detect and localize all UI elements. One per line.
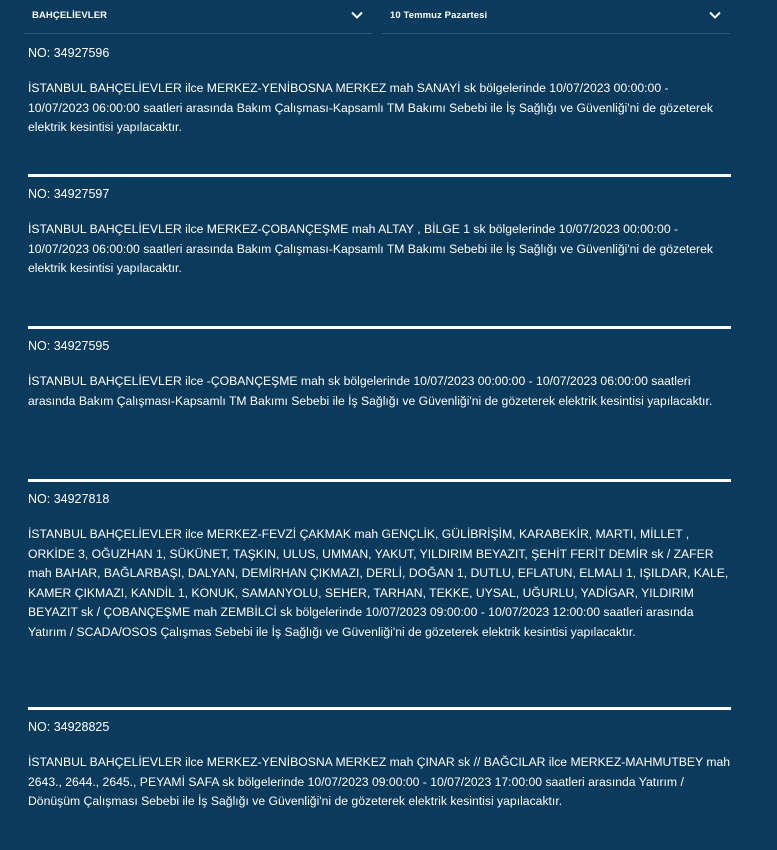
outage-description: İSTANBUL BAHÇELİEVLER ilce MERKEZ-YENİBOSNA MERKEZ mah ÇINAR sk // BAĞCILAR ilce MERKEZ-MAHMUTBEY mah 2643., 2644., 2645., PEYAMİ SAFA sk bölgelerinde 10/07/2023 09:00:00 - 10/07/2023 17:00:00 saatleri arasında Yatırım / Dönüşüm Çalışması Sebebi ile İş Sağlığı ve Güvenliği'ni de gözeterek elektrik kesintisi yapılacaktır.	[28, 755, 731, 808]
date-select[interactable]	[382, 2, 730, 34]
outage-item	[28, 177, 731, 326]
outage-number: NO: 34927596	[28, 46, 110, 60]
outage-list	[28, 36, 731, 850]
outage-description: İSTANBUL BAHÇELİEVLER ilce MERKEZ-YENİBOSNA MERKEZ mah SANAYİ sk bölgelerinde 10/07/2023 00:00:00 - 10/07/2023 06:00:00 saatleri arasında Bakım Çalışması-Kapsamlı TM Bakımı Sebebi ile İş Sağlığı ve Güvenliği'ni de gözeterek elektrik kesintisi yapılacaktır.	[28, 81, 713, 134]
date-select-value: 10 Temmuz Pazartesi	[390, 10, 488, 21]
outage-number: NO: 34927597	[28, 187, 110, 201]
outage-number: NO: 34928825	[28, 720, 110, 734]
outage-item	[28, 36, 731, 174]
outage-item	[28, 482, 731, 707]
filter-bar	[0, 0, 777, 36]
district-select[interactable]	[24, 2, 372, 34]
outage-item	[28, 710, 731, 850]
outage-number: NO: 34927818	[28, 492, 110, 506]
district-select-value: BAHÇELİEVLER	[32, 10, 108, 21]
outage-description: İSTANBUL BAHÇELİEVLER ilce -ÇOBANÇEŞME mah sk bölgelerinde 10/07/2023 00:00:00 - 10/07/2023 06:00:00 saatleri arasında Bakım Çalışması-Kapsamlı TM Bakımı Sebebi ile İş Sağlığı ve Güvenliği'ni de gözeterek elektrik kesintisi yapılacaktır.	[28, 374, 713, 408]
chevron-down-icon	[350, 8, 364, 22]
outage-number: NO: 34927595	[28, 339, 110, 353]
chevron-down-icon	[708, 8, 722, 22]
outage-item	[28, 329, 731, 479]
outage-description: İSTANBUL BAHÇELİEVLER ilce MERKEZ-FEVZİ ÇAKMAK mah GENÇLİK, GÜLİBRİŞİM, KARABEKİR, MARTI, MİLLET , ORKİDE 3, OĞUZHAN 1, SÜKÜNET, TAŞKIN, ULUS, UMMAN, YAKUT, YILDIRIM BEYAZIT, ŞEHİT FERİT DEMİR sk / ZAFER mah BAHAR, BAĞLARBAŞI, DALYAN, DEMİRHAN ÇIKMAZI, DERLİ, DOĞAN 1, DUTLU, EFLATUN, ELMALI 1, IŞILDAR, KALE, KAMER ÇIKMAZI, KANDİL 1, KONUK, SAMANYOLU, SEHER, TARHAN, TEKKE, UYSAL, UĞURLU, YADİGAR, YILDIRIM BEYAZIT sk / ÇOBANÇEŞME mah ZEMBİLCİ sk bölgelerinde 10/07/2023 09:00:00 - 10/07/2023 12:00:00 saatleri arasında Yatırım / SCADA/OSOS Çalışmas Sebebi ile İş Sağlığı ve Güvenliği'ni de gözeterek elektrik kesintisi yapılacaktır.	[28, 527, 729, 639]
outage-description: İSTANBUL BAHÇELİEVLER ilce MERKEZ-ÇOBANÇEŞME mah ALTAY , BİLGE 1 sk bölgelerinde 10/07/2023 00:00:00 - 10/07/2023 06:00:00 saatleri arasında Bakım Çalışması-Kapsamlı TM Bakımı Sebebi ile İş Sağlığı ve Güvenliği'ni de gözeterek elektrik kesintisi yapılacaktır.	[28, 222, 713, 275]
